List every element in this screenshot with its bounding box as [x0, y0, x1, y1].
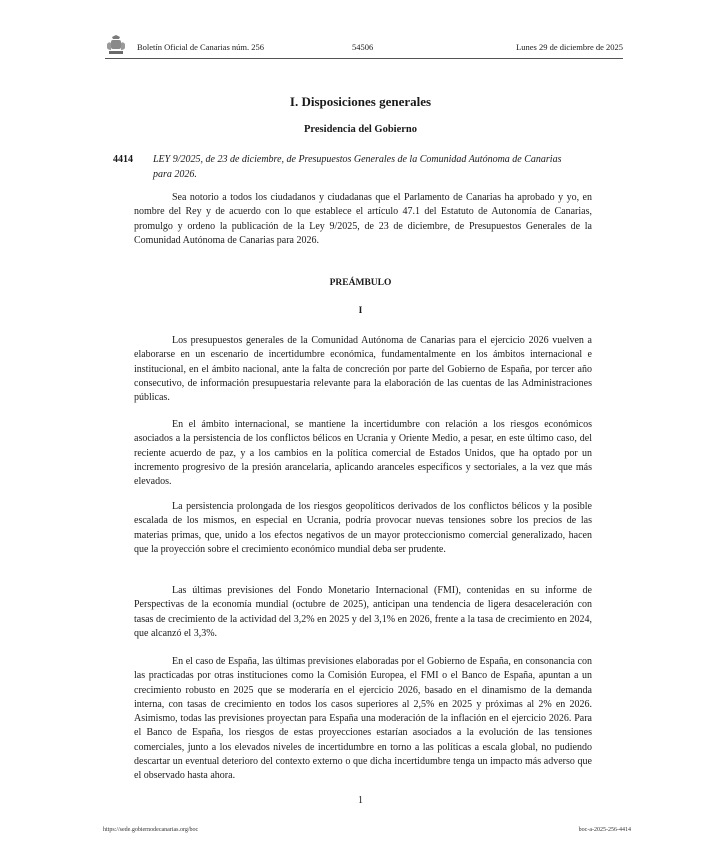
bulletin-name: Boletín Oficial de Canarias núm. 256: [137, 42, 264, 52]
chapter-number: I: [358, 306, 363, 316]
coat-of-arms-icon: [105, 34, 127, 56]
page-reference: 54506: [352, 42, 374, 52]
law-number: 4414: [113, 154, 133, 165]
page-number: 1: [358, 795, 363, 806]
document-code: boc-a-2025-256-4414: [578, 827, 631, 833]
paragraph: Los presupuestos generales de la Comunidad Autónoma de Canarias para el ejercicio 2026 vuelven a elaborarse en un escenario de incertidumbre económica, fundamentalmente en los ámbitos internacional e institucional, en el ámbito nacional, ante la falta de concreción por parte del Gobierno de España, por tercer año consecutivo, de información presupuestaria relevante para la elaboración de las cuentas de las Administraciones públicas.: [134, 335, 592, 404]
law-heading: [113, 152, 573, 182]
paragraph: En el caso de España, las últimas previsiones elaboradas por el Gobierno de España, en consonancia con las practicadas por otras instituciones como la Comisión Europea, el FMI o el Banco de España, apuntan a un crecimiento robusto en 2025 que se moderaría en el ejercicio 2026, basado en el dinamismo de la demanda interna, con tasas de crecimiento en todos los casos superiores al 2,5% en 2025 y próximas al 2% en 2026. Asimismo, todas las previsiones proyectan para España una moderación de la inflación en el ejercicio 2026. Para el Banco de España, los riesgos de estas proyecciones estarían asociados a la evolución de las tensiones comerciales, junto a los elevados niveles de incertidumbre en torno a las políticas a escala global, no pudiendo descartar un eventual deterioro del contexto externo o que dicha incertidumbre tenga un impacto más adverso que el observado hasta ahora.: [134, 656, 592, 782]
section-title: I. Disposiciones generales: [289, 94, 432, 109]
footer-url-link[interactable]: https://sede.gobiernodecanarias.org/boc: [103, 827, 199, 833]
subsection-title: Presidencia del Gobierno: [304, 124, 417, 135]
paragraph: Las últimas previsiones del Fondo Monetario Internacional (FMI), contenidas en su informe de Perspectivas de la economía mundial (octubre de 2025), anticipan una tendencia de ligera desaceleración con tasas de crecimiento de la actividad del 3,2% en 2025 y del 3,1% en 2026, frente a la tasa de crecimiento en 2024, que alcanzó el 3,3%.: [134, 585, 592, 639]
intro-paragraph: Sea notorio a todos los ciudadanos y ciudadanas que el Parlamento de Canarias ha aprobado y yo, en nombre del Rey y de acuerdo con lo que establece el artículo 47.1 del Estatuto de Autonomía de Canarias, promulgo y ordeno la publicación de la Ley 9/2025, de 23 de diciembre, de Presupuestos Generales de la Comunidad Autónoma de Canarias para 2026.: [134, 192, 592, 246]
preamble-title: PREÁMBULO: [329, 278, 392, 288]
law-title: LEY 9/2025, de 23 de diciembre, de Presupuestos Generales de la Comunidad Autónoma de Canarias para 2026.: [153, 154, 562, 180]
page-header: [105, 36, 623, 59]
paragraph: La persistencia prolongada de los riesgos geopolíticos derivados de los conflictos bélicos y la posible escalada de los mismos, en especial en Ucrania, podría provocar nuevas tensiones sobre los precios de las materias primas, que, unido a los efectos negativos de un mayor proteccionismo comercial generalizado, hacen que la proyección sobre el crecimiento económico mundial deba ser prudente.: [134, 501, 592, 555]
paragraph: En el ámbito internacional, se mantiene la incertidumbre con relación a los riesgos económicos asociados a la persistencia de los conflictos bélicos en Ucrania y Oriente Medio, a pesar, en este último caso, del reciente acuerdo de paz, y a los cambios en la política comercial de Estados Unidos, que ha optado por un incremento progresivo de la presión arancelaria, aplicando aranceles específicos y sectoriales, a la vez que más elevados.: [134, 419, 592, 488]
publication-date: Lunes 29 de diciembre de 2025: [516, 42, 623, 52]
